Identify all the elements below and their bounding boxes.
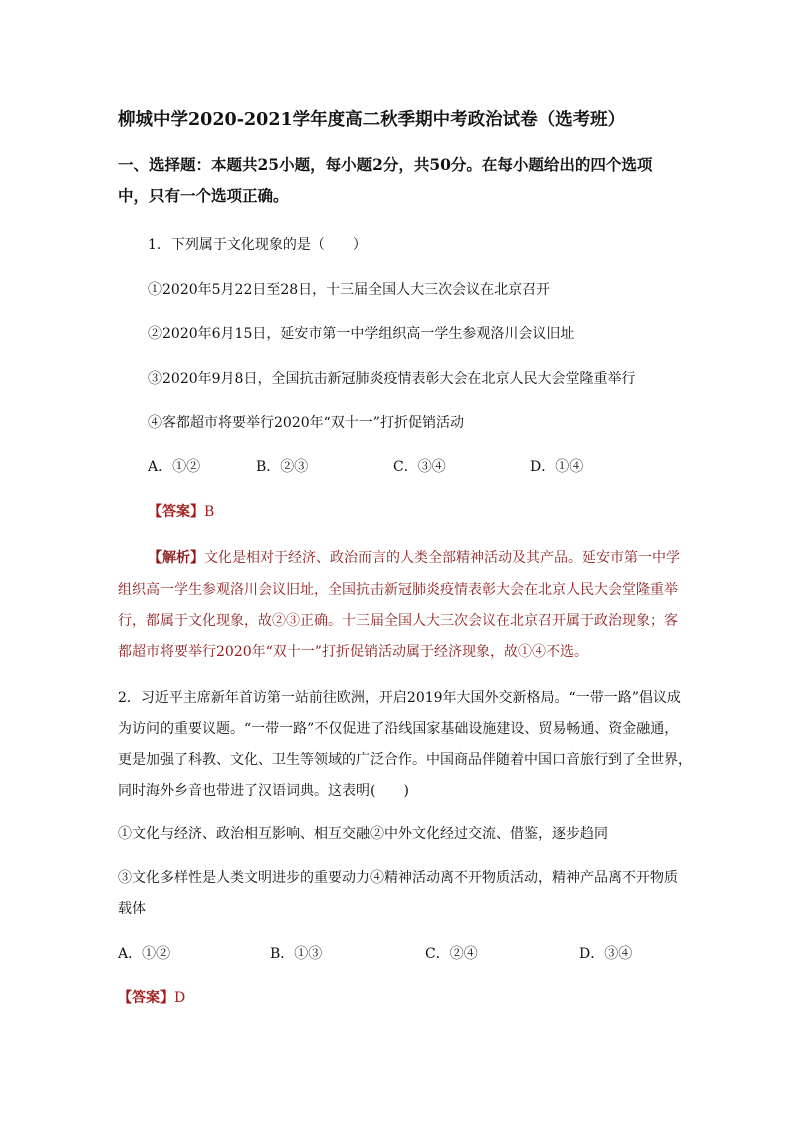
question-1-analysis-line-4: 都超市将要举行2020年“双十一”打折促销活动属于经济现象，故①④不选。: [118, 644, 588, 660]
question-1-answer: [148, 501, 214, 521]
question-2-item-1: ①文化与经济、政治相互影响、相互交融②中外文化经过交流、借鉴，逐步趋同: [118, 826, 608, 842]
answer-value: B: [204, 504, 215, 520]
answer-tag: 【答案】: [118, 990, 174, 1006]
option-c: C．②④: [425, 946, 478, 962]
page-title: 柳城中学2020-2021学年度高二秋季期中考政治试卷（选考班）: [118, 110, 626, 130]
question-2-answer: [118, 987, 185, 1007]
question-1-item-3: ③2020年9月8日，全国抗击新冠肺炎疫情表彰大会在北京人民大会堂隆重举行: [148, 371, 636, 387]
answer-tag: 【答案】: [148, 504, 204, 520]
question-2-options: [118, 943, 632, 963]
question-2-item-2: ③文化多样性是人类文明进步的重要动力④精神活动离不开物质活动，精神产品离不开物质: [118, 870, 678, 886]
section-heading-line2: 中，只有一个选项正确。: [118, 186, 289, 205]
question-2-stem-line-1: 2．习近平主席新年首访第一站前往欧洲，开启2019年大国外交新格局。“一带一路”倡议成: [118, 690, 681, 706]
option-d: D．①④: [530, 459, 584, 475]
option-a: A．①②: [118, 946, 171, 962]
question-1-item-2: ②2020年6月15日，延安市第一中学组织高一学生参观洛川会议旧址: [148, 326, 575, 342]
question-1-analysis-line-2: 组织高一学生参观洛川会议旧址，全国抗击新冠肺炎疫情表彰大会在北京人民大会堂隆重举: [118, 582, 678, 598]
question-1-stem: 1．下列属于文化现象的是（ ）: [148, 237, 367, 253]
question-1-item-4: ④客都超市将要举行2020年“双十一”打折促销活动: [148, 415, 464, 431]
answer-value: D: [174, 990, 186, 1006]
option-b: B．②③: [256, 459, 309, 475]
question-1-analysis-line-1: 【解析】文化是相对于经济、政治而言的人类全部精神活动及其产品。延安市第一中学: [148, 550, 680, 566]
question-2-stem-line-4: 同时海外乡音也带进了汉语词典。这表明( ): [118, 783, 409, 799]
option-d: D．③④: [579, 946, 633, 962]
option-b: B．①③: [270, 946, 323, 962]
analysis-tag: 【解析】: [148, 550, 204, 566]
question-1-item-1: ①2020年5月22日至28日，十三届全国人大三次会议在北京召开: [148, 282, 551, 298]
option-c: C．③④: [393, 459, 446, 475]
question-2-item-2-cont: 载体: [118, 901, 146, 917]
option-a: A．①②: [148, 459, 201, 475]
question-1-options: [148, 456, 583, 476]
question-2-stem-line-2: 为访问的重要议题。“一带一路”不仅促进了沿线国家基础设施建设、贸易畅通、资金融通，: [118, 721, 679, 737]
section-heading-line1: 一、选择题：本题共25小题，每小题2分，共50分。在每小题给出的四个选项: [118, 155, 653, 174]
question-1-analysis-line-3: 行，都属于文化现象，故②③正确。十三届全国人大三次会议在北京召开属于政治现象；客: [118, 613, 678, 629]
question-2-stem-line-3: 更是加强了科教、文化、卫生等领域的广泛合作。中国商品伴随着中国口音旅行到了全世界，: [118, 752, 692, 768]
